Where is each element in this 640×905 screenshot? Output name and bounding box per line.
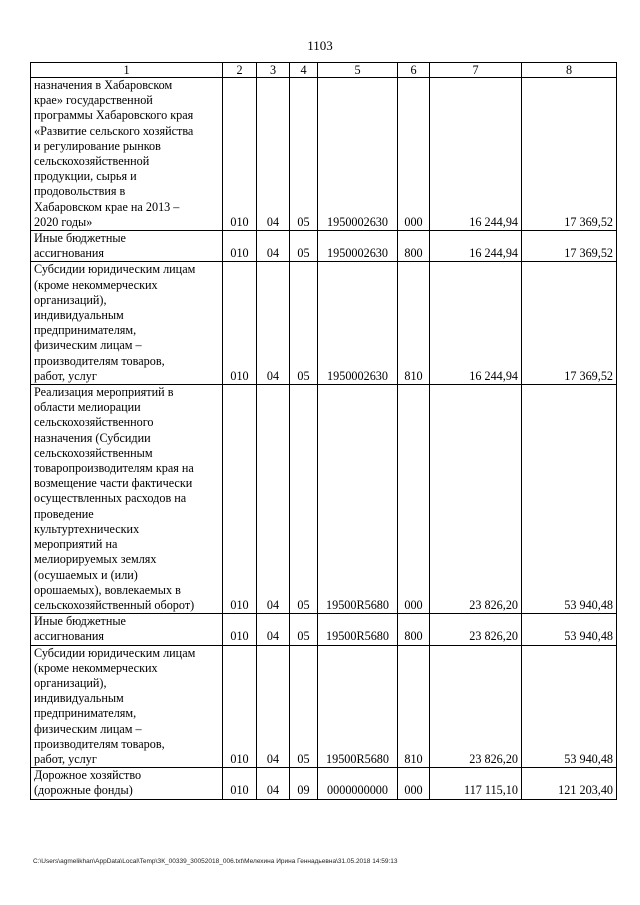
table-row [31,262,617,385]
row-name-line: работ, услуг [34,368,97,383]
table-row [31,645,617,768]
row-name-line: и регулирование рынков [34,138,161,153]
row-name-line: 2020 годы» [34,214,93,229]
row-name-line: продовольствия в [34,184,126,199]
header-col-8: 8 [522,63,617,78]
table-row [31,231,617,262]
row-name-line: ассигнования [34,629,105,644]
cell-target-article: 1950002630 [318,262,398,385]
cell-amount-2020: 17 369,52 [522,231,617,262]
row-name-line: предпринимателям, [34,323,137,338]
cell-subsection-code: 05 [290,614,318,645]
row-name-line: Реализация мероприятий в [34,385,174,400]
row-name-line: области мелиорации [34,400,141,415]
cell-expense-type: 000 [398,768,430,799]
footer-path: C:\Users\agmelikhan\AppData\Local\Temp\ЗК_00339_30052018_006.txt\Мелехина Ирина Геннадьевна\31.05.2018 14:59:13 [33,858,398,865]
cell-subsection-code: 05 [290,385,318,614]
row-name-line: товаропроизводителям края на [34,461,194,476]
cell-amount-2019: 16 244,94 [430,78,522,231]
row-name-line: проведение [34,506,94,521]
cell-section-code: 04 [257,385,290,614]
cell-ministry-code: 010 [223,262,257,385]
header-col-3: 3 [257,63,290,78]
table-row [31,78,617,231]
row-name-line: назначения в Хабаровском [34,78,173,92]
header-col-7: 7 [430,63,522,78]
cell-ministry-code: 010 [223,645,257,768]
cell-subsection-code: 09 [290,768,318,799]
row-name-line: «Развитие сельского хозяйства [34,123,194,138]
row-name-line: продукции, сырья и [34,169,137,184]
row-name-line: сельскохозяйственной [34,154,150,169]
table-row [31,768,617,799]
row-name-line: Субсидии юридическим лицам [34,645,196,660]
row-name-line: (кроме некоммерческих [34,660,158,675]
row-name-line: (осушаемых и (или) [34,567,138,582]
cell-subsection-code: 05 [290,78,318,231]
cell-ministry-code: 010 [223,768,257,799]
cell-amount-2020: 53 940,48 [522,614,617,645]
cell-ministry-code: 010 [223,614,257,645]
cell-ministry-code: 010 [223,78,257,231]
header-col-4: 4 [290,63,318,78]
header-col-1: 1 [31,63,223,78]
cell-subsection-code: 05 [290,262,318,385]
row-name-cell [31,614,223,645]
budget-table [30,62,617,800]
row-name-cell [31,385,223,614]
row-name-cell [31,645,223,768]
cell-subsection-code: 05 [290,645,318,768]
row-name-line: возмещение части фактически [34,476,193,491]
row-name-cell [31,231,223,262]
row-name-line: (кроме некоммерческих [34,277,158,292]
row-name-line: мероприятий на [34,537,118,552]
row-name-line: программы Хабаровского края [34,108,194,123]
cell-section-code: 04 [257,78,290,231]
row-name-line: крае» государственной [34,93,153,108]
cell-amount-2020: 53 940,48 [522,385,617,614]
cell-target-article: 0000000000 [318,768,398,799]
cell-amount-2019: 23 826,20 [430,385,522,614]
row-name-line: организаций), [34,292,107,307]
cell-amount-2019: 23 826,20 [430,614,522,645]
row-name-line: работ, услуг [34,751,97,766]
table-row [31,385,617,614]
cell-ministry-code: 010 [223,385,257,614]
cell-expense-type: 810 [398,262,430,385]
cell-ministry-code: 010 [223,231,257,262]
table-header-row [31,63,617,78]
cell-amount-2019: 16 244,94 [430,231,522,262]
header-col-5: 5 [318,63,398,78]
row-name-line: Иные бюджетные [34,614,126,629]
row-name-cell [31,768,223,799]
cell-expense-type: 810 [398,645,430,768]
cell-amount-2020: 121 203,40 [522,768,617,799]
header-col-2: 2 [223,63,257,78]
cell-section-code: 04 [257,645,290,768]
row-name-line: назначения (Субсидии [34,430,151,445]
row-name-line: сельскохозяйственного [34,415,154,430]
row-name-line: физическим лицам – [34,338,142,353]
row-name-line: Иные бюджетные [34,231,126,246]
row-name-cell [31,78,223,231]
row-name-line: Дорожное хозяйство [34,768,142,783]
cell-amount-2020: 53 940,48 [522,645,617,768]
row-name-line: Субсидии юридическим лицам [34,262,196,277]
cell-amount-2019: 16 244,94 [430,262,522,385]
row-name-line: осуществленных расходов на [34,491,187,506]
row-name-line: сельскохозяйственным [34,445,153,460]
cell-amount-2019: 23 826,20 [430,645,522,768]
cell-amount-2020: 17 369,52 [522,262,617,385]
cell-subsection-code: 05 [290,231,318,262]
row-name-line: физическим лицам – [34,721,142,736]
cell-expense-type: 800 [398,231,430,262]
cell-amount-2019: 117 115,10 [430,768,522,799]
row-name-line: Хабаровском крае на 2013 – [34,199,180,214]
cell-section-code: 04 [257,231,290,262]
cell-amount-2020: 17 369,52 [522,78,617,231]
header-col-6: 6 [398,63,430,78]
row-name-line: организаций), [34,675,107,690]
row-name-line: производителям товаров, [34,736,165,751]
page-number: 1103 [307,38,333,53]
row-name-line: предпринимателям, [34,706,137,721]
row-name-line: культуртехнических [34,521,140,536]
cell-target-article: 19500R5680 [318,614,398,645]
cell-expense-type: 000 [398,385,430,614]
cell-expense-type: 000 [398,78,430,231]
cell-target-article: 1950002630 [318,231,398,262]
row-name-line: ассигнования [34,246,105,261]
cell-target-article: 19500R5680 [318,645,398,768]
cell-section-code: 04 [257,768,290,799]
cell-section-code: 04 [257,262,290,385]
row-name-line: индивидуальным [34,691,124,706]
cell-expense-type: 800 [398,614,430,645]
table-body [31,78,617,800]
row-name-line: сельскохозяйственный оборот) [34,597,195,612]
row-name-line: орошаемых), вовлекаемых в [34,582,181,597]
table-row [31,614,617,645]
row-name-line: (дорожные фонды) [34,783,133,798]
row-name-line: индивидуальным [34,308,124,323]
row-name-line: производителям товаров, [34,353,165,368]
row-name-cell [31,262,223,385]
row-name-line: мелиорируемых землях [34,552,157,567]
cell-target-article: 1950002630 [318,78,398,231]
cell-section-code: 04 [257,614,290,645]
cell-target-article: 19500R5680 [318,385,398,614]
